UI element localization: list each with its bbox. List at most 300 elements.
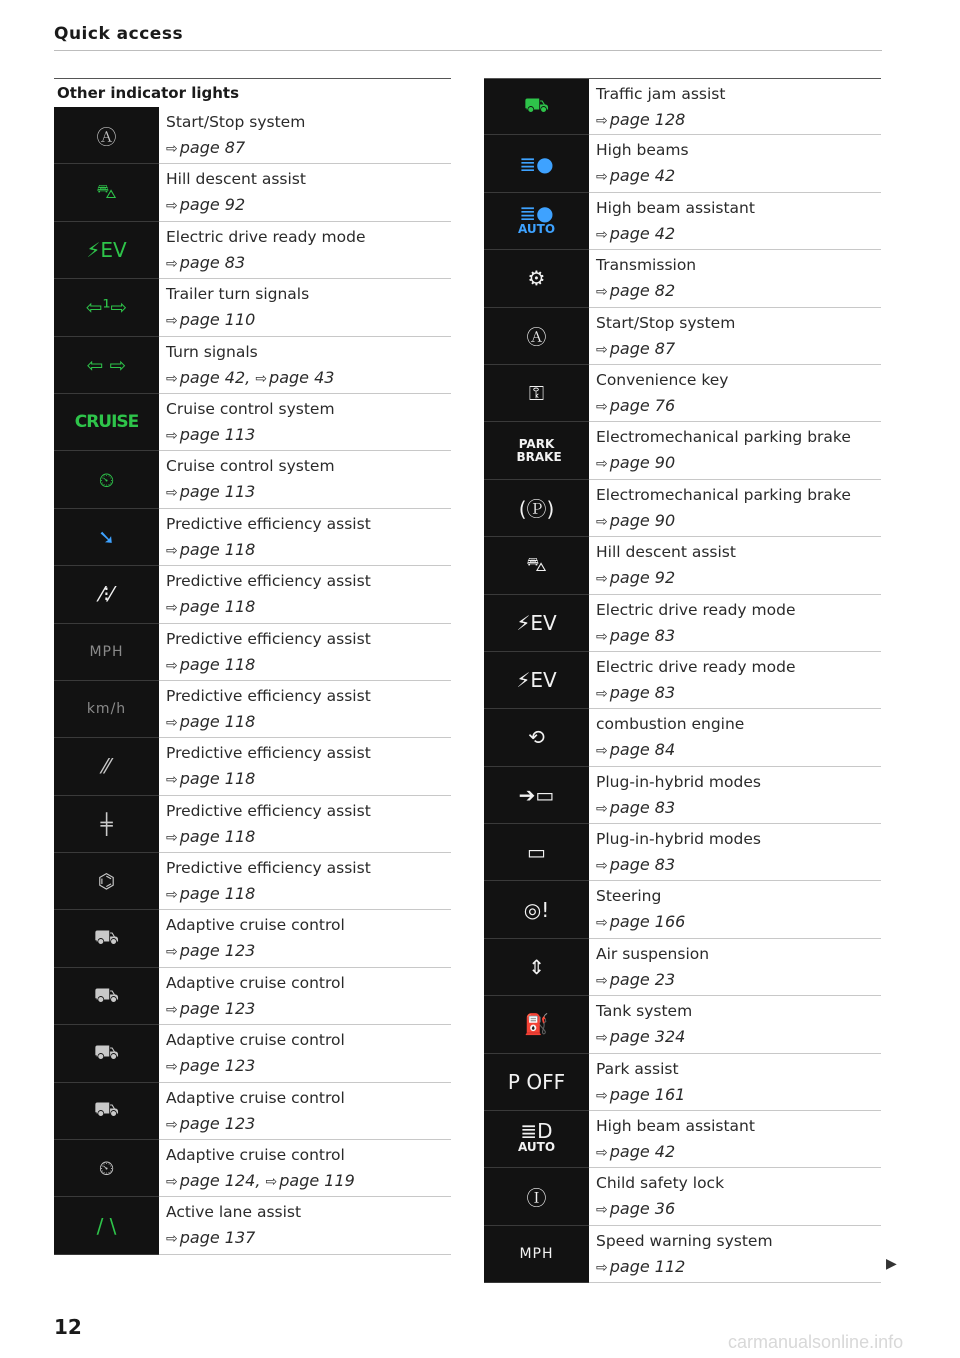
indicator-title: Predictive efficiency assist [166,572,371,591]
indicator-row [484,135,881,192]
section-title: Other indicator lights [54,78,451,107]
indicator-row [484,1111,881,1168]
indicator-description [159,164,451,221]
arrow-right-icon: ⇨ [596,398,608,415]
pea-roundabout-icon: ⌬ [54,853,159,910]
indicator-title: Cruise control system [166,399,335,418]
page-reference-line [596,967,881,994]
indicator-description [589,365,881,422]
indicator-description [159,337,451,394]
arrow-right-icon: ⇨ [596,1145,608,1162]
page-reference-line [596,909,881,936]
arrow-right-icon: ⇨ [596,1030,608,1047]
page-reference-line [166,1225,451,1252]
arrow-right-icon: ⇨ [166,141,178,157]
indicator-row [484,537,881,594]
indicator-description [159,796,451,853]
page-reference-link[interactable]: ⇨ page 83 [596,625,676,645]
child-lock-icon: Ⓘ [484,1168,589,1225]
indicator-row [484,193,881,250]
page-reference-link[interactable]: ⇨ page 123 [166,1113,256,1133]
pea-mph-icon: MPH [54,624,159,681]
indicator-description [589,193,881,250]
page-reference-line [166,135,451,162]
indicator-row [484,652,881,709]
indicator-description [589,1054,881,1111]
page-reference-link[interactable]: ⇨ page 123 [166,1056,256,1076]
page-reference-line [596,737,881,764]
indicator-description [159,394,451,451]
indicator-row [54,279,451,336]
indicator-title: Child safety lock [596,1174,725,1193]
indicator-row [484,595,881,652]
indicator-description [159,107,451,164]
indicator-title: Predictive efficiency assist [166,686,371,705]
arrow-right-icon: ⇨ [596,341,608,358]
page-reference-line: ⇨ page 42, ⇨ page 43 [166,367,335,387]
indicator-title: Predictive efficiency assist [166,514,371,533]
indicator-title: Predictive efficiency assist [166,801,371,820]
indicator-description [589,250,881,307]
page-reference-link[interactable]: ⇨ page 43 [255,367,335,387]
page-number: 12 [54,1315,82,1339]
indicator-description [589,1168,881,1225]
indicator-title: High beam assistant [596,198,755,217]
left-column [54,78,451,1255]
page-reference-link[interactable]: ⇨ page 128 [596,110,686,129]
indicator-row [54,1025,451,1082]
indicator-description [589,1226,881,1283]
acc-distance-icon: ⛟ [54,1025,159,1082]
arrow-right-icon: ⇨ [166,313,178,330]
park-assist-off-icon: P OFF [484,1054,589,1111]
acc-speedo-icon: ⏲ [54,1140,159,1197]
indicator-title: Adaptive cruise control [166,916,345,935]
page-header-title: Quick access [54,24,184,44]
arrow-right-icon: ⇨ [166,1059,178,1076]
page-reference-line [166,938,451,965]
indicator-title: Adaptive cruise control [166,973,345,992]
indicator-row [54,796,451,853]
pea-lane-icon: ⁄⁝⁄ [54,566,159,623]
page-reference-line [166,766,451,793]
arrow-right-icon: ⇨ [596,513,608,530]
pea-curve-icon: ⁄⁄ [54,738,159,795]
arrow-right-icon: ⇨ [596,456,608,473]
arrow-right-icon: ⇨ [596,169,608,186]
indicator-row [484,480,881,537]
arrow-right-icon: ⇨ [596,1087,608,1104]
page-reference-link[interactable]: ⇨ page 83 [166,252,246,272]
convenience-key-icon: ⚿ [484,365,589,422]
arrow-right-icon: ⇨ [166,887,178,904]
indicator-row [484,1054,881,1111]
indicator-description [589,595,881,652]
page-reference-line [596,163,881,190]
parking-brake-p-icon: (Ⓟ) [484,480,589,537]
indicator-description [159,1025,451,1082]
indicator-title: Park assist [596,1059,679,1078]
page-reference-link[interactable]: ⇨ page 123 [166,941,256,961]
page-reference-line [596,1139,881,1166]
page-reference-line [166,1053,451,1080]
page-reference-line [596,1024,881,1051]
indicator-title: Electric drive ready mode [596,657,796,676]
page-reference-link[interactable]: ⇨ page 36 [596,1199,676,1219]
high-beam-auto-icon: ≣● AUTO [484,193,589,250]
arrow-right-icon: ⇨ [166,1174,178,1191]
page-reference-link[interactable]: ⇨ page 112 [596,1256,686,1276]
indicator-row [54,451,451,508]
arrow-right-icon: ⇨ [596,571,608,588]
indicator-title: Predictive efficiency assist [166,859,371,878]
indicator-row [54,509,451,566]
page-reference-link[interactable]: ⇨ page 83 [596,797,676,817]
page-reference-link[interactable]: ⇨ page 42 [596,223,676,243]
indicator-row [484,422,881,479]
indicator-description [589,767,881,824]
steering-warning-icon: ◎! [484,881,589,938]
page-reference-line [166,996,451,1023]
indicator-description [589,709,881,766]
page-reference-line [166,422,451,449]
indicator-title: Active lane assist [166,1203,302,1222]
indicator-title: Predictive efficiency assist [166,629,371,648]
page-reference-line [166,250,451,277]
page-reference-link[interactable]: ⇨ page 118 [166,539,256,559]
indicator-title: Hill descent assist [166,170,306,189]
indicator-description [589,996,881,1053]
page-reference-line [596,1254,881,1281]
page-reference-line [166,192,451,219]
indicator-row [54,853,451,910]
indicator-row [54,566,451,623]
indicator-description [159,738,451,795]
arrow-right-icon: ⇨ [596,743,608,760]
indicator-row [484,1168,881,1225]
arrow-right-icon: ⇨ [166,542,178,559]
arrow-right-icon: ⇨ [596,685,608,702]
indicator-description [159,624,451,681]
page-reference-link[interactable]: ⇨ page 118 [166,654,256,674]
page-reference-link[interactable]: ⇨ page 113 [166,482,256,502]
arrow-right-icon: ⇨ [596,800,608,817]
traffic-jam-icon: ⛟ [484,79,589,135]
indicator-row [484,709,881,766]
page-reference-link[interactable]: ⇨ page 118 [166,597,256,617]
indicator-description [159,451,451,508]
page-reference-link[interactable]: ⇨ page 90 [596,510,676,530]
transmission-icon: ⚙ [484,250,589,307]
page-reference-link[interactable]: ⇨ page 92 [596,568,676,588]
indicator-row [54,1197,451,1254]
arrow-right-icon: ⇨ [596,628,608,645]
page-reference-line [596,1196,881,1223]
page-reference-link[interactable]: ⇨ page 118 [166,769,256,789]
arrow-right-icon: ⇨ [166,1116,178,1133]
indicator-row [54,910,451,967]
page-reference-link[interactable]: ⇨ page 76 [596,395,676,415]
arrow-right-icon: ⇨ [166,427,178,444]
indicator-title: Steering [596,887,662,906]
page-reference-link[interactable]: ⇨ page 83 [596,855,676,875]
indicator-title: Trailer turn signals [166,285,310,304]
indicator-row [54,738,451,795]
arrow-right-icon: ⇨ [596,858,608,875]
indicator-row [54,1083,451,1140]
page-reference-link[interactable]: ⇨ page 87 [596,338,676,358]
page-reference-link[interactable]: ⇨ page 118 [166,884,256,904]
page-reference-line [596,393,881,420]
arrow-right-icon: ⇨ [596,1259,608,1276]
page-reference-link[interactable]: ⇨ page 87 [166,138,246,157]
indicator-row [54,968,451,1025]
continue-arrow-icon: ▶ [886,1256,897,1272]
arrow-right-icon: ⇨ [255,370,268,387]
indicator-title: Adaptive cruise control [166,1146,345,1165]
arrow-right-icon: ⇨ [596,113,608,129]
page-reference-line [596,680,881,707]
indicator-row [54,337,451,394]
indicator-description [589,824,881,881]
page-reference-line: ⇨ page 124, ⇨ page 119 [166,1171,355,1191]
page-reference-link[interactable]: ⇨ page 324 [596,1027,686,1047]
page-reference-line [596,278,881,305]
indicator-title: Air suspension [596,944,710,963]
trailer-turn-icon: ⇦¹⇨ [54,279,159,336]
page-reference-line [166,881,451,908]
arrow-right-icon: ⇨ [166,198,178,215]
indicator-row [54,222,451,279]
page-reference-line [596,221,881,248]
air-suspension-icon: ⇕ [484,939,589,996]
hybrid-mode-icon: ▭ [484,824,589,881]
arrow-right-icon: ⇨ [166,1001,178,1018]
indicator-description [589,652,881,709]
arrow-right-icon: ⇨ [166,657,178,674]
indicator-description [589,1111,881,1168]
indicator-description [159,222,451,279]
page-reference-line [166,537,451,564]
indicator-row [484,881,881,938]
indicator-description [589,422,881,479]
indicator-description [589,537,881,594]
turn-signals-icon: ⇦ ⇨ [54,337,159,394]
page-reference-link[interactable]: ⇨ page 82 [596,281,676,301]
pea-arrow-icon: ➘ [54,509,159,566]
acc-two-cars-icon: ⛟ [54,968,159,1025]
indicator-title: Tank system [596,1002,693,1021]
left-indicator-list [54,107,451,1255]
high-beam-icon: ≣● [484,135,589,192]
indicator-title: Predictive efficiency assist [166,744,371,763]
page-reference-link[interactable]: ⇨ page 23 [596,969,676,989]
cruise-icon: CRUISE [54,394,159,451]
indicator-description [159,910,451,967]
indicator-row [54,681,451,738]
header-divider [54,50,882,51]
page-reference-line [596,450,881,477]
indicator-title: High beams [596,141,689,160]
indicator-description [589,480,881,537]
right-indicator-list [484,78,881,1283]
indicator-description [159,853,451,910]
indicator-row [484,939,881,996]
indicator-row [484,78,881,135]
arrow-right-icon: ⇨ [166,829,178,846]
page-reference-line [166,652,451,679]
indicator-title: Speed warning system [596,1231,773,1250]
page-reference-line [166,594,451,621]
hill-descent-icon: ⛍ [54,164,159,221]
indicator-description [159,1083,451,1140]
combustion-engine-icon: ⟲ [484,709,589,766]
page-reference-link[interactable]: ⇨ page 90 [596,453,676,473]
fuel-tank-icon: ⛽ [484,996,589,1053]
indicator-description [159,681,451,738]
arrow-right-icon: ⇨ [166,772,178,789]
start-stop-icon: Ⓐ [54,107,159,164]
high-beam-assist-white-icon: ≣D AUTO [484,1111,589,1168]
page-reference-link[interactable]: ⇨ page 166 [596,912,686,932]
arrow-right-icon: ⇨ [166,714,178,731]
arrow-right-icon: ⇨ [596,972,608,989]
indicator-title: Transmission [596,256,697,275]
page-reference-line [166,824,451,851]
indicator-description [159,968,451,1025]
page-reference-line [596,508,881,535]
page-reference-link[interactable]: ⇨ page 124 [166,1171,256,1191]
right-column [484,78,881,1283]
page-reference-link[interactable]: ⇨ page 84 [596,740,676,760]
acc-car-icon: ⛟ [54,910,159,967]
page-reference-link[interactable]: ⇨ page 42 [596,1142,676,1162]
page-reference-link[interactable]: ⇨ page 137 [166,1228,256,1248]
page-reference-line [596,852,881,879]
hill-descent-icon: ⛍ [484,537,589,594]
indicator-row [54,394,451,451]
indicator-row [54,107,451,164]
page-reference-line [166,1111,451,1138]
arrow-right-icon: ⇨ [166,600,178,617]
indicator-row [484,365,881,422]
page-reference-link[interactable]: ⇨ page 119 [265,1171,355,1191]
page-reference-line [596,336,881,363]
indicator-title: Plug-in-hybrid modes [596,772,761,791]
ev-ready-icon: ⚡EV [54,222,159,279]
pea-kmh-icon: km/h [54,681,159,738]
pea-junction-icon: ╪ [54,796,159,853]
page-reference-line [596,795,881,822]
indicator-title: Electric drive ready mode [596,600,796,619]
lane-assist-icon: / \ [54,1197,159,1254]
page-reference-line [596,1082,881,1109]
indicator-row [484,1226,881,1283]
page-reference-link[interactable]: ⇨ page 83 [596,682,676,702]
arrow-right-icon: ⇨ [596,1202,608,1219]
page-reference-link[interactable]: ⇨ page 118 [166,711,256,731]
indicator-title: Adaptive cruise control [166,1088,345,1107]
arrow-right-icon: ⇨ [166,370,178,387]
page-reference-link[interactable]: ⇨ page 110 [166,310,256,330]
indicator-title: Electromechanical parking brake [596,485,851,504]
indicator-row [54,164,451,221]
indicator-row [484,308,881,365]
page-reference-link[interactable]: ⇨ page 161 [596,1084,686,1104]
page-reference-link[interactable]: ⇨ page 123 [166,998,256,1018]
watermark: carmanualsonline.info [728,1332,904,1352]
indicator-description [589,308,881,365]
arrow-right-icon: ⇨ [596,284,608,301]
page-reference-link[interactable]: ⇨ page 42 [166,367,246,387]
page-reference-line [596,565,881,592]
indicator-description [589,135,881,192]
arrow-right-icon: ⇨ [166,255,178,272]
indicator-description [159,509,451,566]
page-reference-link[interactable]: ⇨ page 92 [166,195,246,215]
indicator-title: Plug-in-hybrid modes [596,830,761,849]
indicator-description [589,939,881,996]
ev-ready-icon: ⚡EV [484,595,589,652]
indicator-row [484,996,881,1053]
page-reference-line [596,623,881,650]
start-stop-off-icon: Ⓐ [484,308,589,365]
speed-warning-icon: MPH [484,1226,589,1283]
indicator-description [159,1140,451,1197]
indicator-description [589,881,881,938]
arrow-right-icon: ⇨ [166,1231,178,1248]
indicator-title: Adaptive cruise control [166,1031,345,1050]
indicator-row [54,1140,451,1197]
indicator-row [484,250,881,307]
indicator-title: Hill descent assist [596,543,736,562]
indicator-title: Start/Stop system [166,113,306,131]
indicator-title: Electromechanical parking brake [596,428,851,447]
page-reference-link[interactable]: ⇨ page 42 [596,166,676,186]
page-reference-line [166,479,451,506]
indicator-title: Start/Stop system [596,313,736,332]
indicator-description [159,566,451,623]
arrow-right-icon: ⇨ [166,944,178,961]
arrow-right-icon: ⇨ [596,915,608,932]
indicator-title: High beam assistant [596,1117,755,1136]
indicator-description [159,1197,451,1254]
indicator-title: combustion engine [596,715,745,734]
acc-car-lines-icon: ⛟ [54,1083,159,1140]
indicator-row [484,824,881,881]
page-reference-link[interactable]: ⇨ page 113 [166,424,256,444]
park-brake-icon: PARK BRAKE [484,422,589,479]
indicator-description [589,79,881,135]
arrow-right-icon: ⇨ [596,226,608,243]
hybrid-mode-arrow-icon: ➔▭ [484,767,589,824]
page-reference-line [166,709,451,736]
ev-off-icon: ⚡EV [484,652,589,709]
indicator-title: Traffic jam assist [596,85,726,103]
indicator-title: Turn signals [166,342,258,361]
page-reference-link[interactable]: ⇨ page 118 [166,826,256,846]
indicator-title: Electric drive ready mode [166,227,366,246]
indicator-row [54,624,451,681]
cruise-speedo-icon: ⏲ [54,451,159,508]
page-reference-line [596,107,881,134]
indicator-row [484,767,881,824]
page-reference-line [166,307,451,334]
indicator-title: Cruise control system [166,457,335,476]
arrow-right-icon: ⇨ [265,1174,278,1191]
indicator-title: Convenience key [596,370,729,389]
arrow-right-icon: ⇨ [166,485,178,502]
